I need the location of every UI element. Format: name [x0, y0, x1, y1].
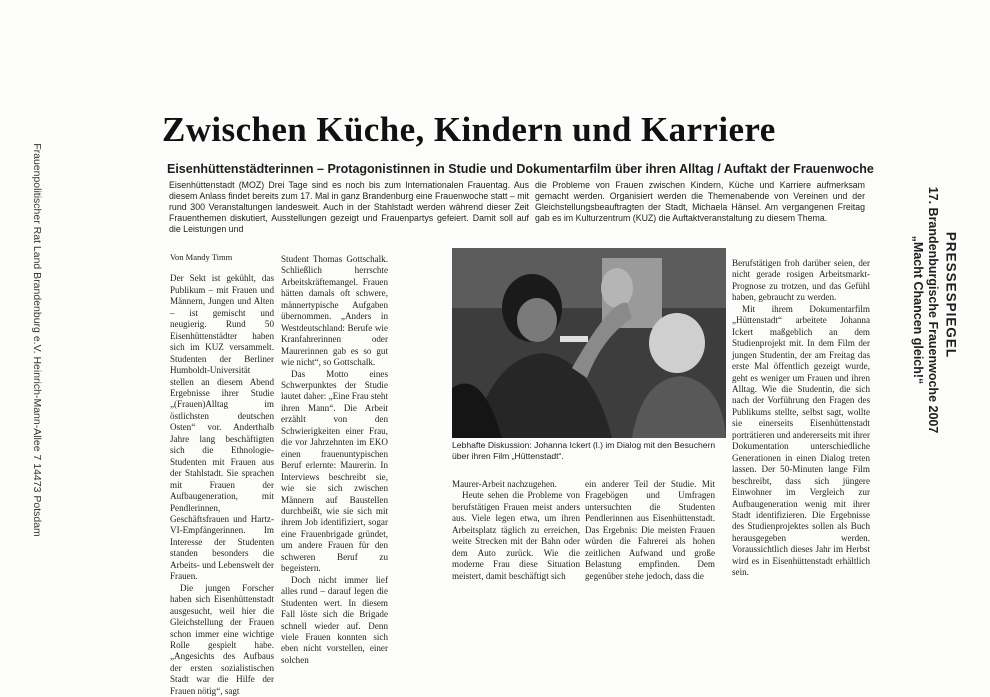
column-paragraph: Heute sehen die Probleme von berufstätigen Frauen meist anders aus. Viele legen etwa, um ihren Arbeitsplatz täglich zu erreichen, weite Strecken mit der Bahn oder dem Auto zurück. Wie die moderne Frau diese Situation meistert, damit beschäftigt sich — [452, 490, 580, 581]
text-column-5 — [732, 258, 870, 579]
column-paragraph: Der Sekt ist gekühlt, das Publikum – mit Frauen und Männern, Jungen und Alten – ist gemischt und neugierig. Rund 50 Eisenhüttenstädter haben sich im KUZ versammelt. Studenten der Berliner Humboldt-Universität stellen an diesem Abend Ergebnisse ihrer Studie „(Frauen)Alltag im östlichsten deutschen Osten“ vor. Anderthalb Jahre lang beschäftigten sich die Ethnologie-Studenten mit Frauen aus der Stahlstadt. Sie sprachen mit Frauen der Aufbaugeneration, mit Pendlerinnen, Geschäftsfrauen und Hartz-VI-Empfängerinnen. Im Interesse der Studenten standen besonders die Arbeits- und Lebenswelt der Frauen. — [170, 273, 274, 582]
margin-event-block — [908, 150, 942, 470]
photo-caption: Lebhafte Diskussion: Johanna Ickert (l.) im Dialog mit den Besuchern über ihren Film „Hüttenstadt“. — [452, 440, 716, 461]
column-paragraph: Student Thomas Gottschalk. Schließlich herrschte Arbeitskräftemangel. Frauen hätten damals oft schwere, männertypische Aufgaben übernommen. „Anders in Westdeutschland: Berufe wie Kranfahrerinnen oder Maurerinnen gab es so gut wie nicht“, so Gottschalk. — [281, 254, 388, 368]
text-column-1 — [170, 252, 274, 697]
event-motto: „Macht Chancen gleich!“ — [911, 235, 925, 385]
text-column-4 — [585, 479, 715, 582]
margin-sender-address — [26, 100, 48, 580]
article-headline: Zwischen Küche, Kindern und Karriere — [162, 110, 776, 149]
event-title-text — [910, 187, 940, 434]
column-paragraph: Maurer-Arbeit nachzugehen. — [452, 479, 557, 489]
discussion-photo-image — [452, 248, 726, 438]
article-byline: Von Mandy Timm — [170, 252, 233, 262]
column-paragraph: Das Motto eines Schwerpunktes der Studie lautet daher: „Eine Frau steht ihren Mann“. Die Arbeit erzählt von den Schwierigkeiten einer Frau, die vor Jahrzehnten im EKO einen frauenuntypischen Beruf erlernte: Maurerin. In Interviews beschreibt sie, wie sie sich zwischen Männern auf Baustellen durchbeißt, wie sie sich mit ihrem Job identifiziert, sogar eine Frauenbrigade gründet, um andere Frauen für den schweren Beruf zu begeistern. — [281, 368, 388, 574]
article-photo — [452, 248, 726, 438]
lead-paragraph-left: Eisenhüttenstadt (MOZ) Drei Tage sind es noch bis zum Internationalen Frauentag. Aus diesem Anlass findet bereits zum 17. Mal in ganz Brandenburg eine Frauenwoche statt – mit rund 300 Veranstaltungen landesweit. Auch in der Stahlstadt werden während dieser Zeit Frauenthemen diskutiert, Ausstellungen gezeigt und Frauenpartys gefeiert. Damit soll auf die Leistungen und — [169, 180, 529, 234]
column-paragraph: Doch nicht immer lief alles rund – darauf legen die Studenten wert. In diesem Fall löste sich die Brigade schnell wieder auf. Denn viele Frauen konnten sich eben nicht vorstellen, einer solchen — [281, 574, 388, 665]
column-paragraph: Die jungen Forscher haben sich Eisenhüttenstadt ausgesucht, weil hier die Gleichstellung der Frauen schon immer eine wichtige Rolle gespielt habe. „Angesichts des Aufbaus der ersten sozialistischen Stadt war die Hilfe der Frauen nötig“, sagt — [170, 582, 274, 696]
text-column-2 — [281, 254, 388, 666]
lead-paragraph-right: die Probleme von Frauen zwischen Kindern, Küche und Karriere aufmerksam gemacht werden. Organisiert werden die Themenabende von Vereinen und der Gleichstellungsbeauftragten der Stadt, Michaela Hänsel. Am vergangenen Freitag gab es im Kulturzentrum (KUZ) die Auftaktveranstaltung zu diesem Thema. — [535, 180, 865, 223]
column-paragraph: Mit ihrem Dokumentarfilm „Hüttenstadt“ arbeitete Johanna Ickert maßgeblich an dem Studienprojekt mit. In dem Film der jungen Studentin, der am Freitag das erste Mal öffentlich gezeigt wurde, geht es weniger um Frauen und ihren Alltag. Wie die Studentin, die sich nach der Vorführung den Fragen des Publikums stellte, selbst sagt, wollte sie einerseits Eisenhüttenstadt porträtieren und andererseits mit ihrer Dokumentation unterschiedliche Generationen in einen Dialog treten lassen. Der 50-Minuten lange Film beschreibt, dass sich jüngere Einwohner im Vergleich zur Aufbaugeneration wenig mit ihrer Stadt identifizieren. Die Ergebnisse des Studienprojektes sollen als Buch herausgegeben werden. Voraussichtlich dieses Jahr im Herbst wird es in Eisenhüttenstadt erhältlich sein. — [732, 303, 870, 578]
newspaper-article — [150, 100, 880, 696]
article-subheadline: Eisenhüttenstädterinnen – Protagonistinnen in Studie und Dokumentarfilm über ihren Alltag / Auftakt der Frauenwoche — [167, 162, 874, 176]
press-review-label: PRESSESPIEGEL — [943, 231, 959, 359]
sender-address-text: Frauenpolitischer Rat Land Brandenburg e.V. Heinrich-Mann-Allee 7 14473 Potsdam — [31, 143, 43, 537]
event-title: 17. Brandenburgische Frauenwoche 2007 — [926, 186, 940, 434]
column-paragraph: ein anderer Teil der Studie. Mit Fragebögen und Umfragen untersuchten die Studenten Pendlerinnen aus Eisenhüttenstadt. Das Ergebnis: Die meisten Frauen würden die Fahrerei als hohen zeitlichen Aufwand und große Belastung empfinden. Dem gegenüber stehe jedoch, dass die — [585, 479, 715, 581]
column-paragraph: Berufstätigen froh darüber seien, der nicht gerade rosigen Arbeitsmarkt-Prognose zu trotzen, und das Gefühl haben, gebraucht zu werden. — [732, 258, 870, 303]
text-column-3 — [452, 479, 580, 582]
